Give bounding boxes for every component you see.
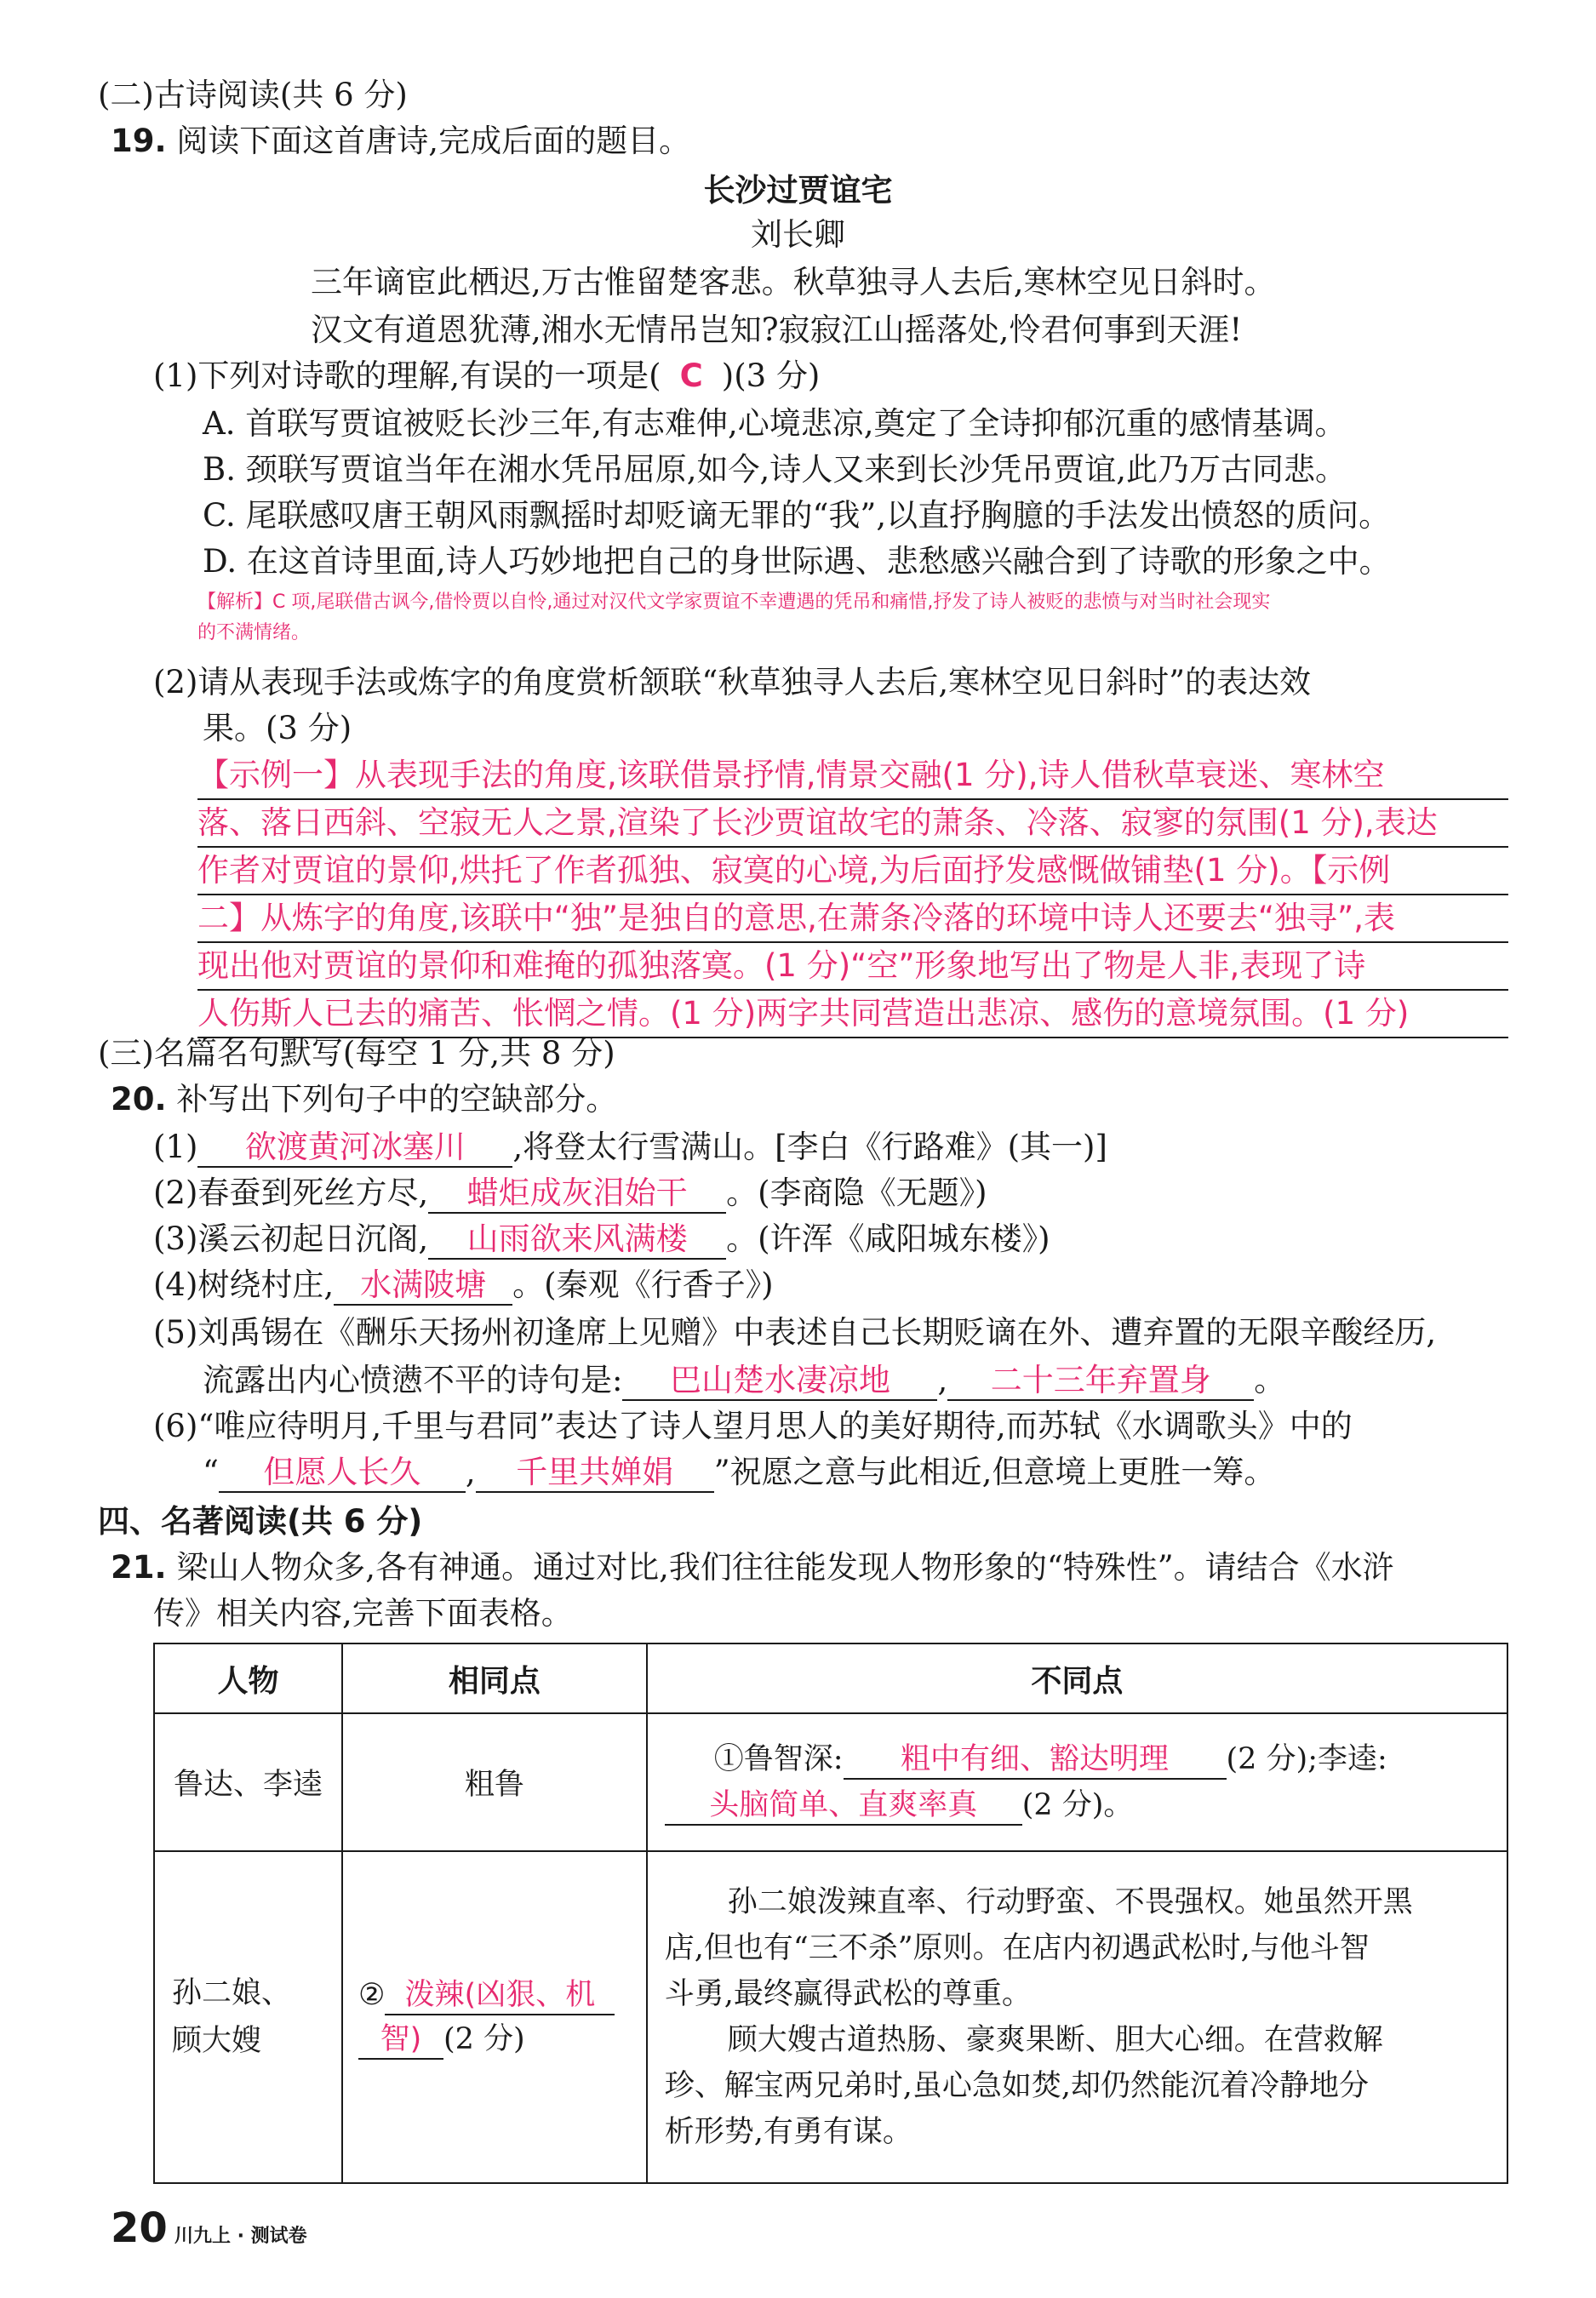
dictation-item-4	[153, 1263, 774, 1307]
fill-answer: 粗中有细、豁达明理	[844, 1741, 1227, 1780]
table-row	[154, 1851, 1507, 2183]
cell-text: 孙二娘泼辣直率、行动野蛮、不畏强权。她虽然开黑	[727, 1885, 1413, 1919]
dictation-item-6-line-2	[203, 1450, 1275, 1495]
answer-line: 现出他对贾谊的景仰和难掩的孤独落寞。(1 分)“空”形象地写出了物是人非,表现了诗	[197, 943, 1508, 991]
poem-line-2: 汉文有道恩犹薄,湘水无情吊岂知?寂寂江山摇落处,怜君何事到天涯!	[311, 312, 1243, 348]
cell-text: 斗勇,最终赢得武松的尊重。	[664, 1977, 1032, 2011]
column-header: 不同点	[647, 1643, 1507, 1713]
poem-author: 刘长卿	[751, 216, 845, 253]
dictation-item-5-line-2	[203, 1358, 1285, 1403]
answer-line: 人伤斯人已去的痛苦、怅惘之情。(1 分)两字共同营造出悲凉、感伤的意境氛围。(1 分)	[197, 991, 1508, 1038]
item-suffix: ,将登太行雪满山。[李白《行路难》(其一)]	[512, 1129, 1107, 1165]
question-text: 阅读下面这首唐诗,完成后面的题目。	[176, 123, 691, 159]
sub-question-2-line-2: 果。(3 分)	[203, 710, 352, 746]
option-b: B. 颈联写贾谊当年在湘水凭吊屈原,如今,诗人又来到长沙凭吊贾谊,此乃万古同悲。	[203, 451, 1347, 488]
dictation-item-1	[153, 1125, 1107, 1169]
fill-answer: 山雨欲来风满楼	[428, 1220, 726, 1260]
cell-text: ①鲁智深:	[713, 1742, 844, 1776]
dictation-item-2	[153, 1171, 987, 1215]
poem-line-1: 三年谪宦此栖迟,万古惟留楚客悲。秋草独寻人去后,寒林空见日斜时。	[311, 264, 1276, 300]
stem-text: (1)下列对诗歌的理解,有误的一项是(	[153, 357, 661, 394]
item-prefix: “	[203, 1454, 219, 1490]
column-header: 相同点	[342, 1643, 647, 1713]
cell-text: 析形势,有勇有谋。	[664, 2115, 912, 2149]
cell-text: 珍、解宝两兄弟时,虽心急如焚,却仍然能沉着冷静地分	[664, 2069, 1369, 2103]
item-suffix: 。(许浑《咸阳城东楼》)	[726, 1220, 1050, 1257]
page-number: 20	[111, 2204, 168, 2252]
answer-paragraph	[197, 752, 1508, 1038]
cell-text: (2 分)。	[1021, 1788, 1134, 1822]
sub-question-2-line-1: (2)请从表现手法或炼字的角度赏析颔联“秋草独寻人去后,寒林空见日斜时”的表达效	[153, 664, 1312, 700]
fill-answer: 但愿人长久	[219, 1454, 466, 1493]
answer-line: 【示例一】从表现手法的角度,该联借景抒情,情景交融(1 分),诗人借秋草衰迷、寒林空	[197, 752, 1508, 800]
cell-text: (2 分)	[443, 2022, 525, 2056]
item-prefix: 流露出内心愤懑不平的诗句是:	[203, 1362, 623, 1398]
question-20	[111, 1078, 617, 1122]
fill-answer: 欲渡黄河冰塞川	[197, 1129, 512, 1168]
item-suffix: 。(秦观《行香子》)	[512, 1266, 774, 1303]
item-separator: ,	[937, 1362, 948, 1398]
option-d: D. 在这首诗里面,诗人巧妙地把自己的身世际遇、悲愁感兴融合到了诗歌的形象之中。	[203, 543, 1391, 580]
footer-label: 川九上 · 测试卷	[174, 2226, 307, 2247]
table-cell-people	[154, 1851, 342, 2183]
item-suffix: 。(李商隐《无题》)	[726, 1175, 987, 1211]
fill-answer: 智)	[358, 2021, 443, 2060]
item-prefix: (2)春蚕到死丝方尽,	[153, 1175, 429, 1211]
dictation-item-6-line-1: (6)“唯应待明月,千里与君同”表达了诗人望月思人的美好期待,而苏轼《水调歌头》中的	[153, 1408, 1353, 1444]
section-heading-classics: 四、名著阅读(共 6 分)	[98, 1503, 423, 1540]
table-header-row	[154, 1643, 1507, 1713]
section-heading-ancient-poem: (二)古诗阅读(共 6 分)	[98, 77, 408, 113]
question-number: 19.	[111, 123, 167, 159]
table-cell-difference	[647, 1713, 1507, 1851]
answer-line: 二】从炼字的角度,该联中“独”是独自的意思,在萧条冷落的环境中诗人还要去“独寻”,表	[197, 895, 1508, 943]
cell-text: 顾大嫂古道热肠、豪爽果断、胆大心细。在营救解	[727, 2023, 1383, 2057]
sub-question-1	[153, 354, 820, 398]
question-19	[111, 119, 690, 163]
option-a: A. 首联写贾谊被贬长沙三年,有志难伸,心境悲凉,奠定了全诗抑郁沉重的感情基调。	[203, 405, 1347, 442]
cell-text: 顾大嫂	[172, 2024, 262, 2058]
question-21-line-1	[111, 1546, 1394, 1590]
question-21-line-2: 传》相关内容,完善下面表格。	[153, 1595, 573, 1632]
item-prefix: (4)树绕村庄,	[153, 1266, 335, 1303]
cell-text: 孙二娘、	[172, 1976, 292, 2010]
table-cell-difference	[647, 1851, 1507, 2183]
table-cell-common: 粗鲁	[342, 1713, 647, 1851]
fill-answer: 水满陂塘	[334, 1266, 512, 1306]
fill-answer: 千里共婵娟	[476, 1454, 714, 1493]
cell-text: ②	[358, 1978, 386, 2012]
fill-answer: 蜡炬成灰泪始干	[428, 1175, 726, 1214]
cell-text: 店,但也有“三不杀”原则。在店内初遇武松时,与他斗智	[664, 1931, 1370, 1965]
fill-answer: 二十三年弃置身	[947, 1362, 1254, 1401]
fill-answer: 巴山楚水凄凉地	[622, 1362, 937, 1401]
table-cell-people: 鲁达、李逵	[154, 1713, 342, 1851]
stem-score: )(3 分)	[721, 357, 821, 394]
dictation-item-3	[153, 1217, 1050, 1261]
item-prefix: (1)	[153, 1129, 198, 1165]
column-header: 人物	[154, 1643, 342, 1713]
answer-line: 落、落日西斜、空寂无人之景,渲染了长沙贾谊故宅的萧条、冷落、寂寥的氛围(1 分),表达	[197, 800, 1508, 848]
question-text: 梁山人物众多,各有神通。通过对比,我们往往能发现人物形象的“特殊性”。请结合《水浒	[176, 1549, 1394, 1586]
item-suffix: ”祝愿之意与此相近,但意境上更胜一筹。	[713, 1454, 1276, 1490]
explanation	[197, 587, 1508, 649]
table-row	[154, 1713, 1507, 1851]
table-cell-common	[342, 1851, 647, 2183]
poem-title: 长沙过贾谊宅	[703, 172, 893, 209]
section-heading-dictation: (三)名篇名句默写(每空 1 分,共 8 分)	[98, 1035, 615, 1072]
question-number: 20.	[111, 1081, 167, 1118]
dictation-item-5-line-1: (5)刘禹锡在《酬乐天扬州初逢席上见赠》中表述自己长期贬谪在外、遭弃置的无限辛酸经历,	[153, 1314, 1437, 1351]
item-suffix: 。	[1254, 1362, 1286, 1398]
comparison-table	[153, 1643, 1508, 2184]
answer-line: 作者对贾谊的景仰,烘托了作者孤独、寂寞的心境,为后面抒发感慨做铺垫(1 分)。【示例	[197, 848, 1508, 895]
item-prefix: (3)溪云初起日沉阁,	[153, 1220, 429, 1257]
answer-choice: C	[679, 357, 703, 394]
item-separator: ,	[465, 1454, 476, 1490]
fill-answer: 头脑简单、直爽率真	[665, 1786, 1022, 1826]
question-number: 21.	[111, 1549, 167, 1586]
explanation-line: 【解析】C 项,尾联借古讽今,借怜贾以自怜,通过对汉代文学家贾谊不幸遭遇的凭吊和痛惜,抒发了诗人被贬的悲愤与对当时社会现实	[197, 592, 1271, 613]
question-text: 补写出下列句子中的空缺部分。	[176, 1081, 618, 1118]
cell-text: (2 分);李逵:	[1226, 1742, 1387, 1776]
explanation-line: 的不满情绪。	[197, 622, 311, 643]
option-c: C. 尾联感叹唐王朝风雨飘摇时却贬谪无罪的“我”,以直抒胸臆的手法发出愤怒的质问。	[203, 497, 1391, 534]
fill-answer: 泼辣(凶狠、机	[385, 1976, 615, 2015]
